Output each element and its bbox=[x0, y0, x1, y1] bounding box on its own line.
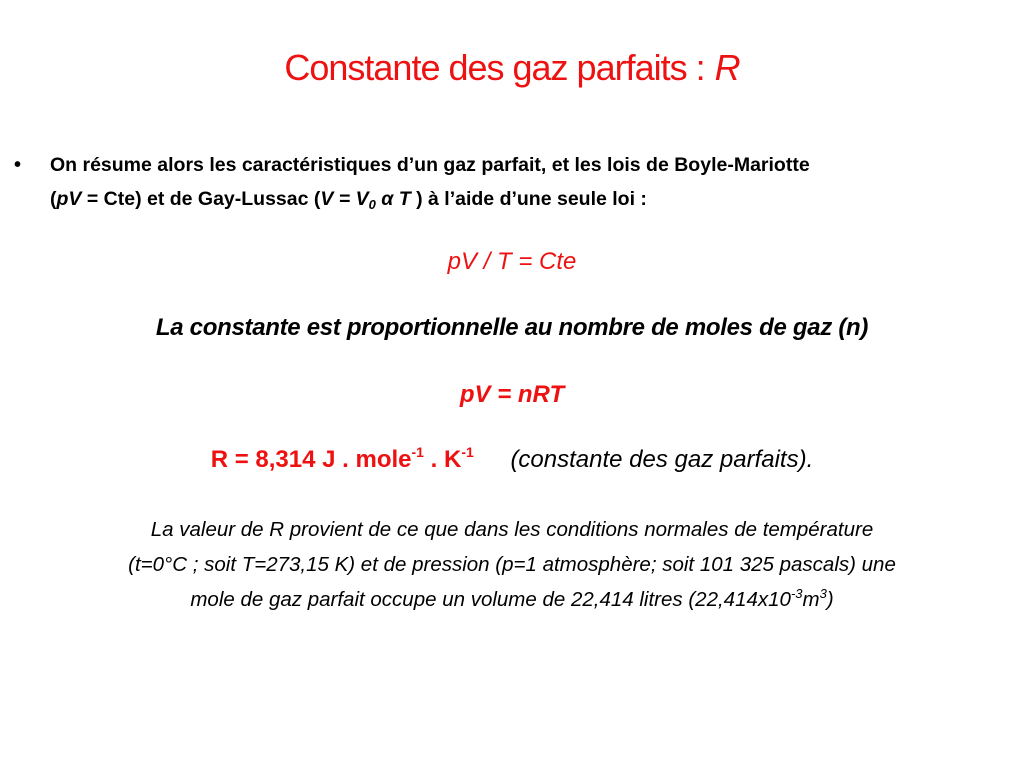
equation-ideal-gas: pV = nRT bbox=[459, 381, 565, 408]
explanation-paragraph bbox=[40, 512, 984, 617]
proportionality-statement: La constante est proportionnelle au nombre de moles de gaz (n) bbox=[155, 314, 869, 341]
exponent-minus-three: -3 bbox=[790, 586, 803, 601]
v-subscript: 0 bbox=[368, 197, 376, 212]
paragraph-line-3 bbox=[40, 582, 984, 617]
slide-title bbox=[0, 44, 1024, 92]
title-symbol: R bbox=[714, 47, 740, 88]
bullet-line-2 bbox=[50, 182, 1010, 216]
cte-text: = Cte) et de Gay-Lussac ( bbox=[81, 188, 321, 210]
r-exp-kelvin: -1 bbox=[461, 444, 474, 460]
bullet-text bbox=[50, 148, 1010, 216]
bullet-line-2-end: ) à l’aide d’une seule loi : bbox=[410, 188, 647, 210]
paragraph-line-1: La valeur de R provient de ce que dans les conditions normales de température bbox=[150, 518, 874, 541]
unit-meter: m bbox=[802, 588, 820, 611]
bullet-line-1: On résume alors les caractéristiques d’un gaz parfait, et les lois de Boyle-Mariotte bbox=[50, 154, 810, 176]
r-value bbox=[211, 446, 474, 473]
paren-close: ) bbox=[826, 588, 834, 611]
r-value-line bbox=[0, 440, 1024, 480]
title-text: Constante des gaz parfaits : bbox=[284, 47, 705, 88]
exponent-three: 3 bbox=[819, 586, 827, 601]
pv-symbol: pV bbox=[56, 188, 82, 210]
r-description: (constante des gaz parfaits). bbox=[510, 446, 814, 473]
alpha-t: α T bbox=[375, 188, 411, 210]
bullet-marker: • bbox=[14, 154, 22, 176]
paren-open: ( bbox=[50, 188, 57, 210]
paragraph-line-3-a: mole de gaz parfait occupe un volume de 22,414 litres (22,414x10 bbox=[190, 588, 791, 611]
paragraph-line-2: (t=0°C ; soit T=273,15 K) et de pression (p=1 atmosphère; soit 101 325 pascals) une bbox=[128, 553, 896, 576]
r-exp-mole: -1 bbox=[411, 444, 424, 460]
equation-pv-over-t: pV / T = Cte bbox=[447, 248, 577, 275]
r-value-mid: . K bbox=[423, 446, 462, 473]
v-equation: V = V bbox=[320, 188, 369, 210]
r-value-prefix: R = 8,314 J . mole bbox=[210, 446, 412, 473]
